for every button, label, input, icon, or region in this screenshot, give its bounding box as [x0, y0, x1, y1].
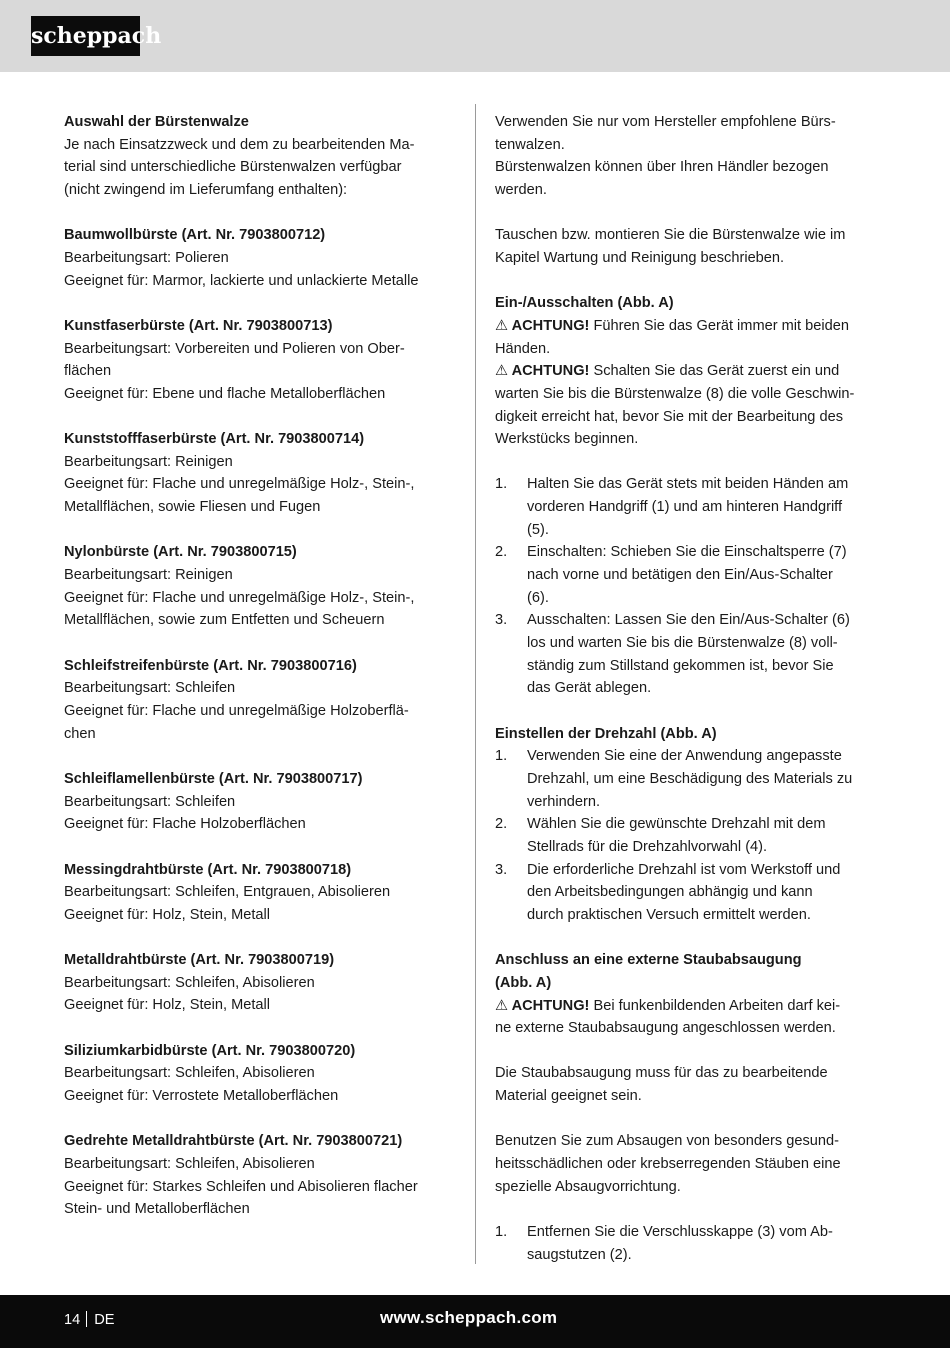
text-line: warten Sie bis die Bürstenwalze (8) die volle Geschwin- — [495, 385, 855, 402]
warning-line — [495, 360, 886, 383]
brush-block — [64, 541, 456, 632]
text-line: Metallflächen, sowie Fliesen und Fugen — [64, 499, 321, 516]
page-header — [0, 0, 950, 72]
warning-text: Schalten Sie das Gerät zuerst ein und — [589, 363, 840, 380]
brush-block — [64, 859, 456, 927]
text-line: tenwalzen. — [495, 136, 565, 153]
text-line: Geeignet für: Flache und unregelmäßige Holz-, Stein-, — [64, 589, 415, 606]
text-line: ständig zum Stillstand gekommen ist, bevor Sie — [527, 657, 834, 674]
text-line: Tauschen bzw. montieren Sie die Bürstenwalze wie im — [495, 227, 846, 244]
text-line: vorderen Handgriff (1) und am hinteren Handgriff — [527, 499, 843, 516]
text-line: das Gerät ablegen. — [527, 680, 652, 697]
right-column — [495, 111, 886, 1266]
text-line: Material geeignet sein. — [495, 1088, 642, 1105]
warning-label: ⚠ ACHTUNG! — [495, 317, 590, 334]
text-line: heitsschädlichen oder krebserregenden Stäuben eine — [495, 1156, 841, 1173]
warning-label: ⚠ ACHTUNG! — [495, 997, 590, 1014]
text-line: Stein- und Metalloberflächen — [64, 1201, 250, 1218]
warning-text: Bei funkenbildenden Arbeiten darf kei- — [589, 997, 841, 1014]
text-line: Benutzen Sie zum Absaugen von besonders gesund- — [495, 1133, 840, 1150]
brush-block — [64, 428, 456, 519]
brush-title: Siliziumkarbidbürste (Art. Nr. 7903800720) — [64, 1042, 356, 1059]
text-line: (5). — [527, 521, 549, 538]
text-line: Kapitel Wartung und Reinigung beschrieben. — [495, 249, 785, 266]
list-number: 2. — [495, 816, 508, 833]
brush-title: Metalldrahtbürste (Art. Nr. 7903800719) — [64, 952, 335, 969]
brush-title: Schleiflamellenbürste (Art. Nr. 7903800717) — [64, 770, 363, 787]
warning-text: Führen Sie das Gerät immer mit beiden — [589, 317, 849, 334]
text-line: nach vorne und betätigen den Ein/Aus-Schalter — [527, 567, 833, 584]
text-line: Metallflächen, sowie zum Entfetten und Scheuern — [64, 612, 385, 629]
text-line: Stellrads für die Drehzahlvorwahl (4). — [527, 838, 768, 855]
text-line: Bearbeitungsart: Schleifen, Abisolieren — [64, 974, 315, 991]
brush-title: Messingdrahtbürste (Art. Nr. 7903800718) — [64, 861, 352, 878]
text-line: den Arbeitsbedingungen abhängig und kann — [527, 884, 813, 901]
text-line: digkeit erreicht hat, bevor Sie mit der Bearbeitung des — [495, 408, 844, 425]
warning-line — [495, 995, 886, 1018]
brush-title: Baumwollbürste (Art. Nr. 7903800712) — [64, 227, 326, 244]
text-line: verhindern. — [527, 793, 601, 810]
brush-block — [64, 224, 456, 292]
text-line: chen — [64, 725, 96, 742]
column-divider — [475, 104, 476, 1264]
page-footer — [0, 1295, 950, 1348]
text-line: Geeignet für: Marmor, lackierte und unlackierte Metalle — [64, 272, 419, 289]
list-number: 1. — [495, 1224, 508, 1241]
text-line: Bearbeitungsart: Reinigen — [64, 453, 233, 470]
text-line: Bearbeitungsart: Schleifen — [64, 793, 236, 810]
text-line: Bearbeitungsart: Schleifen, Abisolieren — [64, 1156, 315, 1173]
text-line: Werkstücks beginnen. — [495, 431, 639, 448]
list-number: 1. — [495, 748, 508, 765]
list-number: 1. — [495, 476, 508, 493]
list-item — [495, 609, 886, 700]
text-line: Bearbeitungsart: Schleifen, Entgrauen, Abisolieren — [64, 884, 391, 901]
list-number: 3. — [495, 612, 508, 629]
brush-block — [64, 315, 456, 406]
brush-title: Kunststofffaserbürste (Art. Nr. 7903800714) — [64, 431, 365, 448]
text-line: Entfernen Sie die Verschlusskappe (3) vom Ab- — [527, 1224, 833, 1241]
text-line: Die Staubabsaugung muss für das zu bearbeitende — [495, 1065, 828, 1082]
text-line: Geeignet für: Holz, Stein, Metall — [64, 906, 271, 923]
brush-block — [64, 768, 456, 836]
text-line: Geeignet für: Holz, Stein, Metall — [64, 997, 271, 1014]
text-line: Verwenden Sie nur vom Hersteller empfohlene Bürs- — [495, 114, 836, 130]
text-line: terial sind unterschiedliche Bürstenwalzen verfügbar — [64, 159, 402, 176]
text-line: saugstutzen (2). — [527, 1246, 632, 1263]
text-line: Händen. — [495, 340, 551, 357]
list-number: 3. — [495, 861, 508, 878]
text-line: Bearbeitungsart: Vorbereiten und Polieren von Ober- — [64, 340, 405, 357]
brush-title: Gedrehte Metalldrahtbürste (Art. Nr. 7903800721) — [64, 1133, 403, 1150]
text-line: flächen — [64, 363, 112, 380]
text-line: (6). — [527, 589, 549, 606]
section-title: Anschluss an eine externe Staubabsaugung — [495, 952, 802, 969]
brush-title: Kunstfaserbürste (Art. Nr. 7903800713) — [64, 317, 333, 334]
language-code: DE — [94, 1312, 115, 1328]
list-item — [495, 813, 886, 858]
text-line: spezielle Absaugvorrichtung. — [495, 1178, 681, 1195]
list-item — [495, 473, 886, 541]
text-line: Halten Sie das Gerät stets mit beiden Händen am — [527, 476, 849, 493]
scheppach-logo: scheppach — [31, 16, 140, 56]
page-number-value: 14 — [64, 1312, 81, 1328]
text-line: Die erforderliche Drehzahl ist vom Werkstoff und — [527, 861, 841, 878]
text-line: Wählen Sie die gewünschte Drehzahl mit dem — [527, 816, 826, 833]
text-line: los und warten Sie bis die Bürstenwalze (8) voll- — [527, 635, 838, 652]
text-line: Geeignet für: Verrostete Metalloberflächen — [64, 1088, 339, 1105]
text-line: durch praktischen Versuch ermittelt werden. — [527, 906, 811, 923]
warning-label: ⚠ ACHTUNG! — [495, 363, 590, 380]
text-line: (nicht zwingend im Lieferumfang enthalten): — [64, 181, 348, 198]
page-number — [64, 1311, 115, 1328]
brush-block — [64, 949, 456, 1017]
text-line: Geeignet für: Flache und unregelmäßige Holz-, Stein-, — [64, 476, 415, 493]
text-line: Geeignet für: Flache Holzoberflächen — [64, 816, 306, 833]
text-line: ne externe Staubabsaugung angeschlossen werden. — [495, 1020, 836, 1037]
list-item — [495, 859, 886, 927]
left-column — [64, 111, 456, 1221]
text-line: Drehzahl, um eine Beschädigung des Materials zu — [527, 770, 853, 787]
text-line: Verwenden Sie eine der Anwendung angepasste — [527, 748, 842, 765]
section-title: Einstellen der Drehzahl (Abb. A) — [495, 725, 717, 742]
list-item — [495, 745, 886, 813]
brush-block — [64, 655, 456, 746]
brush-block — [64, 1130, 456, 1221]
brush-title: Schleifstreifenbürste (Art. Nr. 7903800716) — [64, 657, 357, 674]
section-title: Ein-/Ausschalten (Abb. A) — [495, 295, 674, 312]
warning-line — [495, 315, 886, 338]
text-line: Bürstenwalzen können über Ihren Händler bezogen — [495, 159, 829, 176]
text-line: Je nach Einsatzzweck und dem zu bearbeitenden Ma- — [64, 136, 415, 153]
website-url: www.scheppach.com — [380, 1308, 558, 1327]
text-line: Geeignet für: Ebene und flache Metalloberflächen — [64, 385, 386, 402]
text-line: Einschalten: Schieben Sie die Einschaltsperre (7) — [527, 544, 847, 561]
brush-title: Nylonbürste (Art. Nr. 7903800715) — [64, 544, 297, 561]
text-line: werden. — [495, 181, 547, 198]
list-item — [495, 1221, 886, 1266]
text-line: Bearbeitungsart: Polieren — [64, 249, 229, 266]
brush-block — [64, 1040, 456, 1108]
list-number: 2. — [495, 544, 508, 561]
text-line: Ausschalten: Lassen Sie den Ein/Aus-Schalter (6) — [527, 612, 850, 629]
section-title: Auswahl der Bürstenwalze — [64, 114, 249, 130]
text-line: Bearbeitungsart: Schleifen, Abisolieren — [64, 1065, 315, 1082]
section-title: (Abb. A) — [495, 974, 552, 991]
text-line: Bearbeitungsart: Schleifen — [64, 680, 236, 697]
text-line: Geeignet für: Flache und unregelmäßige Holzoberflä- — [64, 702, 409, 719]
text-line: Geeignet für: Starkes Schleifen und Abisolieren flacher — [64, 1178, 418, 1195]
list-item — [495, 541, 886, 609]
separator — [86, 1311, 87, 1327]
text-line: Bearbeitungsart: Reinigen — [64, 567, 233, 584]
